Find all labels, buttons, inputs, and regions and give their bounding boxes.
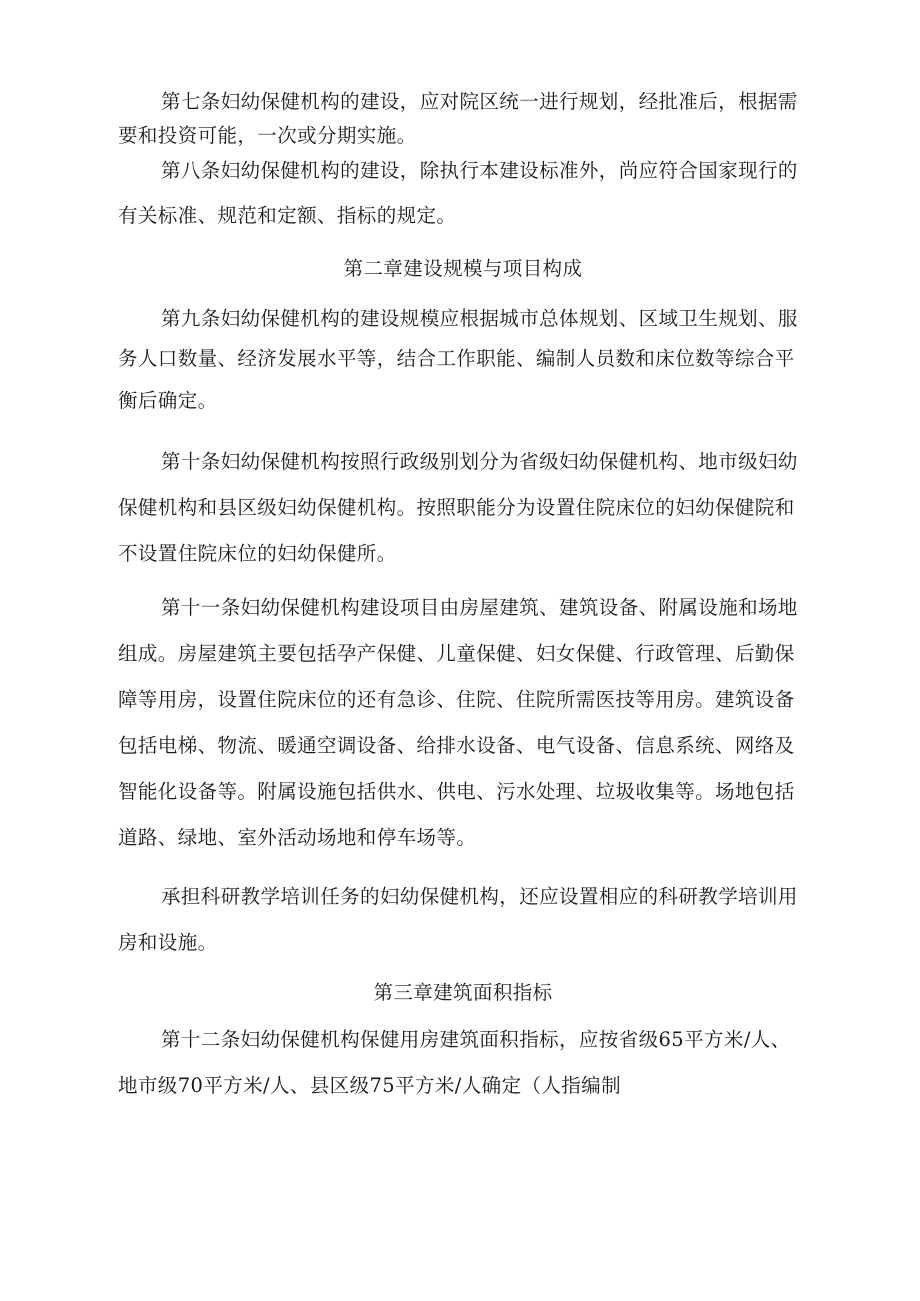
article-11-line-2: 组成。房屋建筑主要包括孕产保健、儿童保健、妇女保健、行政管理、后勤保 bbox=[118, 642, 795, 665]
article-11-line-6: 道路、绿地、室外活动场地和停车场等。 bbox=[118, 826, 477, 849]
article-8-line-2: 有关标准、规范和定额、指标的规定。 bbox=[118, 204, 457, 227]
article-9-line-3: 衡后确定。 bbox=[118, 389, 218, 412]
article-9-line-2: 务人口数量、经济发展水平等，结合工作职能、编制人员数和床位数等综合平 bbox=[118, 347, 795, 370]
article-7-paragraph bbox=[118, 88, 808, 150]
article-11-line-3: 障等用房，设置住院床位的还有急诊、住院、住院所需医技等用房。建筑设备 bbox=[118, 688, 795, 711]
chapter-3-heading: 第三章建筑面积指标 bbox=[373, 981, 553, 1004]
chapter-2-heading: 第二章建设规模与项目构成 bbox=[343, 257, 583, 280]
article-10-line-2: 保健机构和县区级妇幼保健机构。按照职能分为设置住院床位的妇幼保健院和 bbox=[118, 496, 795, 519]
article-7-line-1: 第七条妇幼保健机构的建设，应对院区统一进行规划，经批准后，根据需 bbox=[161, 90, 798, 113]
article-11-line-4: 包括电梯、物流、暖通空调设备、给排水设备、电气设备、信息系统、网络及 bbox=[118, 734, 795, 757]
article-11-line-1: 第十一条妇幼保健机构建设项目由房屋建筑、建筑设备、附属设施和场地 bbox=[161, 596, 798, 619]
article-10-paragraph bbox=[118, 448, 808, 568]
article-10-line-1: 第十条妇幼保健机构按照行政级别划分为省级妇幼保健机构、地市级妇幼 bbox=[161, 450, 798, 473]
article-8-line-1: 第八条妇幼保健机构的建设，除执行本建设标准外，尚应符合国家现行的 bbox=[161, 159, 798, 182]
article-8-paragraph bbox=[118, 157, 808, 230]
article-9-line-1: 第九条妇幼保健机构的建设规模应根据城市总体规划、区域卫生规划、服 bbox=[161, 307, 798, 330]
article-10-line-3: 不设置住院床位的妇幼保健所。 bbox=[118, 542, 397, 565]
article-12-line-1: 第十二条妇幼保健机构保健用房建筑面积指标，应按省级65平方米/人、 bbox=[161, 1028, 791, 1051]
research-teaching-paragraph bbox=[118, 883, 808, 957]
article-12-line-2: 地市级70平方米/人、县区级75平方米/人确定（人指编制 bbox=[118, 1074, 621, 1097]
research-line-1: 承担科研教学培训任务的妇幼保健机构，还应设置相应的科研教学培训用 bbox=[161, 885, 798, 908]
article-7-line-2: 要和投资可能，一次或分期实施。 bbox=[118, 124, 417, 147]
article-12-paragraph bbox=[118, 1026, 808, 1100]
article-9-paragraph bbox=[118, 305, 808, 415]
article-11-paragraph bbox=[118, 594, 808, 852]
article-11-line-5: 智能化设备等。附属设施包括供水、供电、污水处理、垃圾收集等。场地包括 bbox=[118, 780, 795, 803]
research-line-2: 房和设施。 bbox=[118, 931, 218, 954]
